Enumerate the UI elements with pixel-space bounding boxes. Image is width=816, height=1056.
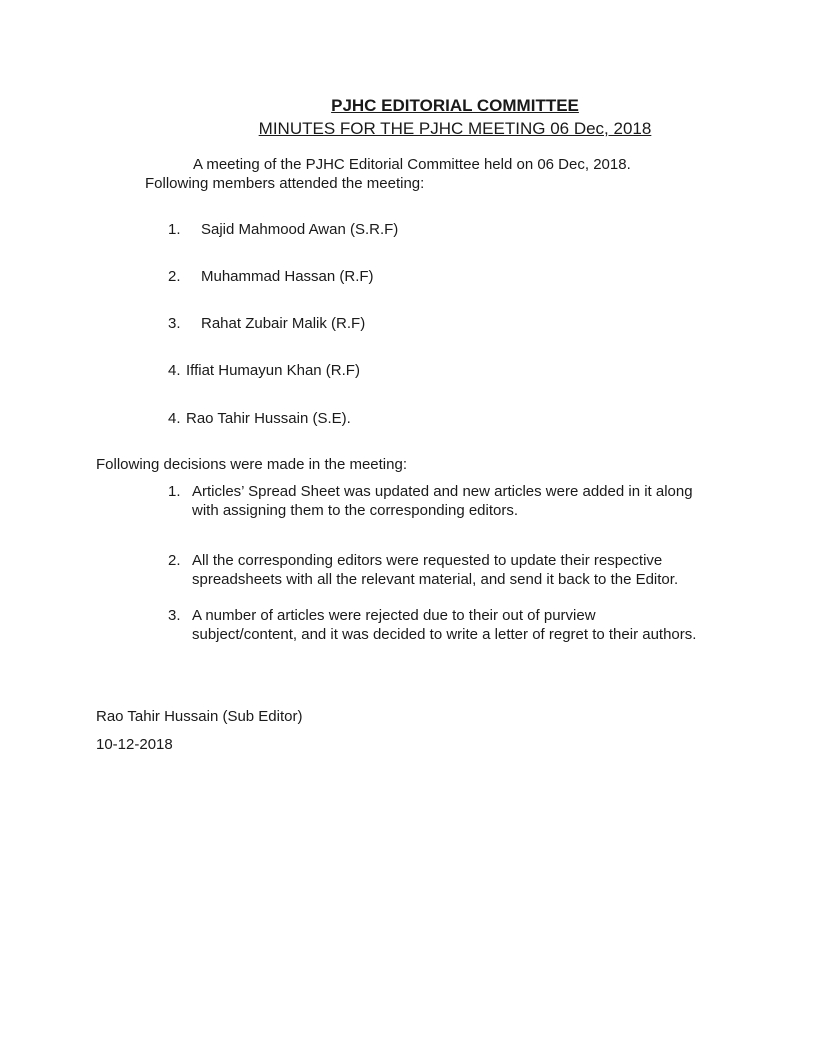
member-name: Rahat Zubair Malik (R.F) xyxy=(201,315,366,332)
signature-date: 10-12-2018 xyxy=(96,736,173,753)
decision-number: 1. xyxy=(168,483,181,500)
member-number: 2. xyxy=(168,268,181,285)
intro-line-2: Following members attended the meeting: xyxy=(145,175,425,192)
member-number: 3. xyxy=(168,315,181,332)
list-item xyxy=(168,268,374,286)
intro-line-1: A meeting of the PJHC Editorial Committee held on 06 Dec, 2018. xyxy=(193,156,631,173)
member-name: Sajid Mahmood Awan (S.R.F) xyxy=(201,221,399,238)
decision-number: 2. xyxy=(168,552,181,569)
member-name: Muhammad Hassan (R.F) xyxy=(201,268,374,285)
member-name: Iffiat Humayun Khan (R.F) xyxy=(186,362,360,379)
decisions-heading: Following decisions were made in the meeting: xyxy=(96,456,407,473)
list-item xyxy=(168,221,398,239)
member-number: 4. xyxy=(168,362,181,379)
decision-text: A number of articles were rejected due to their out of purview subject/content, and it was decided to write a letter of regret to their authors. xyxy=(192,607,697,643)
decision-text: Articles’ Spread Sheet was updated and new articles were added in it along with assigning them to the corresponding editors. xyxy=(192,483,693,519)
signature-name: Rao Tahir Hussain (Sub Editor) xyxy=(96,708,303,725)
member-number: 4. xyxy=(168,410,181,427)
decision-number: 3. xyxy=(168,607,181,624)
list-item xyxy=(168,315,365,333)
member-number: 1. xyxy=(168,221,181,238)
list-item xyxy=(168,410,351,428)
list-item xyxy=(168,362,360,380)
decision-text: All the corresponding editors were requested to update their respective spreadsheets with all the relevant material, and send it back to the Editor. xyxy=(192,552,679,588)
member-name: Rao Tahir Hussain (S.E). xyxy=(186,410,351,427)
document-title: PJHC EDITORIAL COMMITTEE xyxy=(331,96,579,115)
document-subtitle: MINUTES FOR THE PJHC MEETING 06 Dec, 2018 xyxy=(258,119,652,138)
